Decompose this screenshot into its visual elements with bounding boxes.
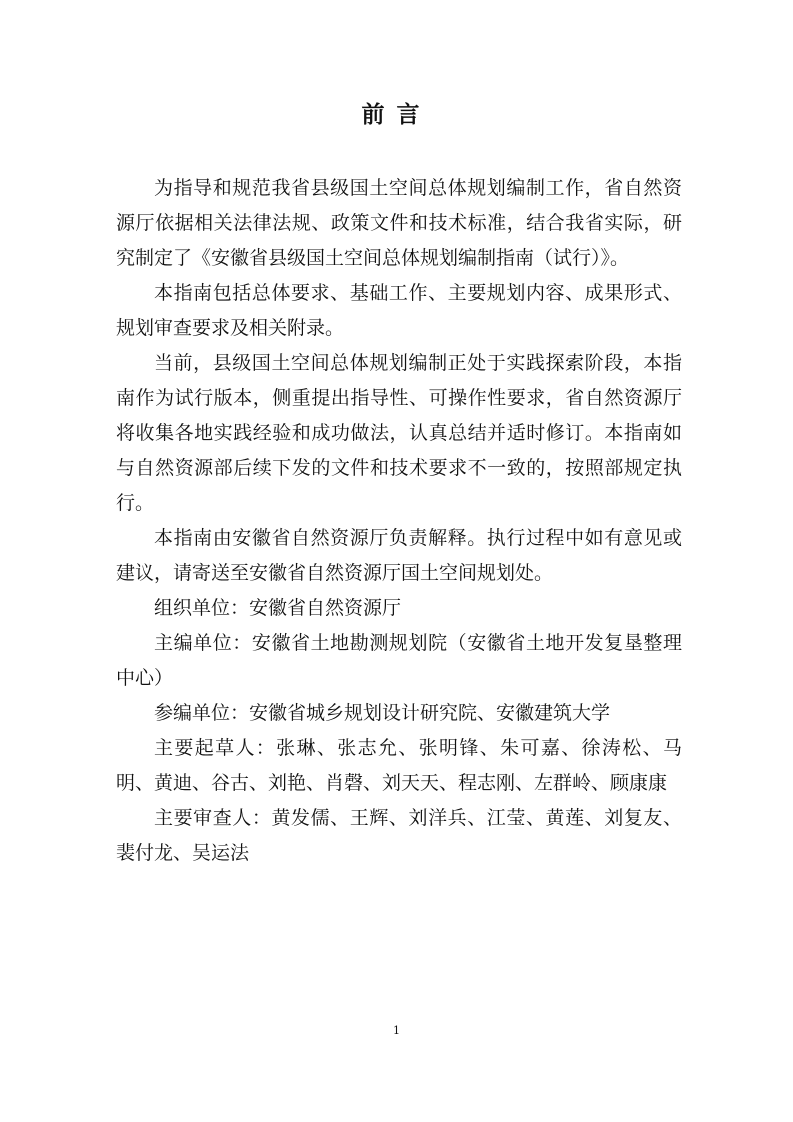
page-title: 前言 bbox=[361, 101, 432, 128]
participating-units: 参编单位：安徽省城乡规划设计研究院、安徽建筑大学 bbox=[154, 702, 611, 724]
paragraph-purpose: 为指导和规范我省县级国土空间总体规划编制工作，省自然资源厅依据相关法律法规、政策文件和技术标准，结合我省实际，研究制定了《安徽省县级国土空间总体规划编制指南（试行）》。 bbox=[116, 177, 682, 269]
page-number: 1 bbox=[393, 1024, 400, 1037]
main-drafters: 主要起草人：张琳、张志允、张明锋、朱可嘉、徐涛松、马明、黄迪、谷古、刘艳、肖磬、刘天天、程志刚、左群岭、顾康康 bbox=[116, 737, 682, 794]
organizing-unit: 组织单位：安徽省自然资源厅 bbox=[154, 597, 402, 619]
paragraph-interpretation: 本指南由安徽省自然资源厅负责解释。执行过程中如有意见或建议，请寄送至安徽省自然资源厅国土空间规划处。 bbox=[116, 527, 682, 584]
chief-editing-unit: 主编单位：安徽省土地勘测规划院（安徽省土地开发复垦整理中心） bbox=[116, 632, 682, 689]
paragraph-status: 当前，县级国土空间总体规划编制正处于实践探索阶段，本指南作为试行版本，侧重提出指导性、可操作性要求，省自然资源厅将收集各地实践经验和成功做法，认真总结并适时修订。本指南如与自然资源部后续下发的文件和技术要求不一致的，按照部规定执行。 bbox=[116, 352, 682, 514]
paragraph-contents: 本指南包括总体要求、基础工作、主要规划内容、成果形式、规划审查要求及相关附录。 bbox=[116, 282, 682, 339]
body-text bbox=[116, 171, 682, 871]
main-reviewers: 主要审查人：黄发儒、王辉、刘洋兵、江莹、黄莲、刘复友、裴付龙、吴运法 bbox=[116, 807, 682, 864]
